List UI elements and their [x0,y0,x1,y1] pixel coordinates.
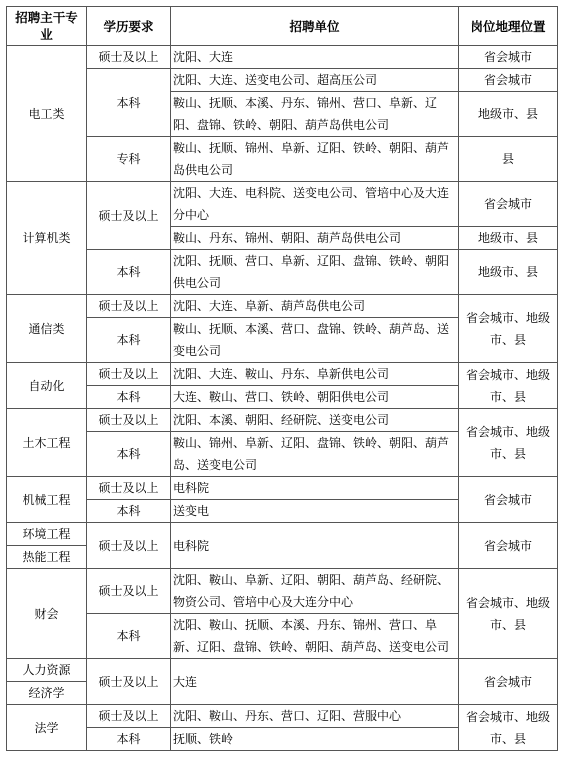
unit-cell: 送变电 [171,500,459,523]
major-cell [7,523,87,569]
major-cell: 财会 [7,569,87,659]
table-row [7,137,558,182]
table-row [7,523,558,569]
table-row [7,46,558,69]
header-location: 岗位地理位置 [459,7,558,46]
recruitment-table [6,6,558,751]
degree-cell: 本科 [87,318,171,363]
location-cell: 省会城市 [459,182,558,227]
location-cell: 省会城市、地级市、县 [459,569,558,659]
location-cell: 省会城市 [459,69,558,92]
degree-cell: 本科 [87,386,171,409]
unit-cell: 抚顺、铁岭 [171,728,459,751]
major-cell: 计算机类 [7,182,87,295]
table-row [7,363,558,386]
table-row [7,705,558,728]
header-degree: 学历要求 [87,7,171,46]
location-cell: 省会城市 [459,523,558,569]
major-cell: 法学 [7,705,87,751]
unit-cell: 沈阳、大连、送变电公司、超高压公司 [171,69,459,92]
unit-cell: 电科院 [171,523,459,569]
degree-cell: 硕士及以上 [87,409,171,432]
unit-cell: 电科院 [171,477,459,500]
table-row [7,69,558,92]
degree-cell: 本科 [87,250,171,295]
table-row [7,250,558,295]
unit-cell: 鞍山、抚顺、锦州、阜新、辽阳、铁岭、朝阳、葫芦岛供电公司 [171,137,459,182]
unit-cell: 大连 [171,659,459,705]
degree-cell: 硕士及以上 [87,523,171,569]
location-cell: 省会城市 [459,659,558,705]
degree-cell: 硕士及以上 [87,46,171,69]
unit-cell: 鞍山、丹东、锦州、朝阳、葫芦岛供电公司 [171,227,459,250]
location-cell: 省会城市 [459,477,558,523]
unit-cell: 沈阳、本溪、朝阳、经研院、送变电公司 [171,409,459,432]
degree-cell: 硕士及以上 [87,569,171,614]
degree-cell: 本科 [87,69,171,137]
header-major: 招聘主干专业 [7,7,87,46]
location-cell: 地级市、县 [459,250,558,295]
degree-cell: 硕士及以上 [87,659,171,705]
unit-cell: 沈阳、鞍山、丹东、营口、辽阳、营服中心 [171,705,459,728]
unit-cell: 大连、鞍山、营口、铁岭、朝阳供电公司 [171,386,459,409]
major-cell [7,659,87,705]
unit-cell: 沈阳、大连 [171,46,459,69]
table-row [7,182,558,227]
unit-cell: 沈阳、鞍山、阜新、辽阳、朝阳、葫芦岛、经研院、物资公司、管培中心及大连分中心 [171,569,459,614]
degree-cell: 本科 [87,432,171,477]
major-label: 经济学 [7,681,86,704]
unit-cell: 沈阳、抚顺、营口、阜新、辽阳、盘锦、铁岭、朝阳供电公司 [171,250,459,295]
degree-cell: 本科 [87,500,171,523]
location-cell: 县 [459,137,558,182]
major-cell: 通信类 [7,295,87,363]
table-row [7,659,558,705]
table-row [7,409,558,432]
degree-cell: 硕士及以上 [87,363,171,386]
header-unit: 招聘单位 [171,7,459,46]
degree-cell: 硕士及以上 [87,182,171,250]
major-label: 环境工程 [22,527,71,541]
table-row [7,477,558,500]
degree-cell: 硕士及以上 [87,477,171,500]
unit-cell: 沈阳、大连、电科院、送变电公司、管培中心及大连分中心 [171,182,459,227]
unit-cell: 鞍山、抚顺、本溪、丹东、锦州、营口、阜新、辽阳、盘锦、铁岭、朝阳、葫芦岛供电公司 [171,92,459,137]
major-cell: 机械工程 [7,477,87,523]
degree-cell: 本科 [87,728,171,751]
major-cell: 电工类 [7,46,87,182]
table-row [7,295,558,318]
degree-cell: 专科 [87,137,171,182]
header-row [7,7,558,46]
recruitment-table-container [6,6,558,751]
unit-cell: 沈阳、大连、鞍山、丹东、阜新供电公司 [171,363,459,386]
location-cell: 地级市、县 [459,92,558,137]
major-label: 热能工程 [7,545,86,568]
location-cell: 地级市、县 [459,227,558,250]
unit-cell: 鞍山、锦州、阜新、辽阳、盘锦、铁岭、朝阳、葫芦岛、送变电公司 [171,432,459,477]
table-row [7,569,558,614]
unit-cell: 沈阳、鞍山、抚顺、本溪、丹东、锦州、营口、阜新、辽阳、盘锦、铁岭、朝阳、葫芦岛、送变电公司 [171,614,459,659]
unit-cell: 鞍山、抚顺、本溪、营口、盘锦、铁岭、葫芦岛、送变电公司 [171,318,459,363]
major-cell: 自动化 [7,363,87,409]
major-label: 人力资源 [22,663,71,677]
location-cell: 省会城市、地级市、县 [459,363,558,409]
major-cell: 土木工程 [7,409,87,477]
location-cell: 省会城市、地级市、县 [459,295,558,363]
unit-cell: 沈阳、大连、阜新、葫芦岛供电公司 [171,295,459,318]
location-cell: 省会城市、地级市、县 [459,409,558,477]
location-cell: 省会城市 [459,46,558,69]
location-cell: 省会城市、地级市、县 [459,705,558,751]
degree-cell: 硕士及以上 [87,295,171,318]
degree-cell: 本科 [87,614,171,659]
degree-cell: 硕士及以上 [87,705,171,728]
